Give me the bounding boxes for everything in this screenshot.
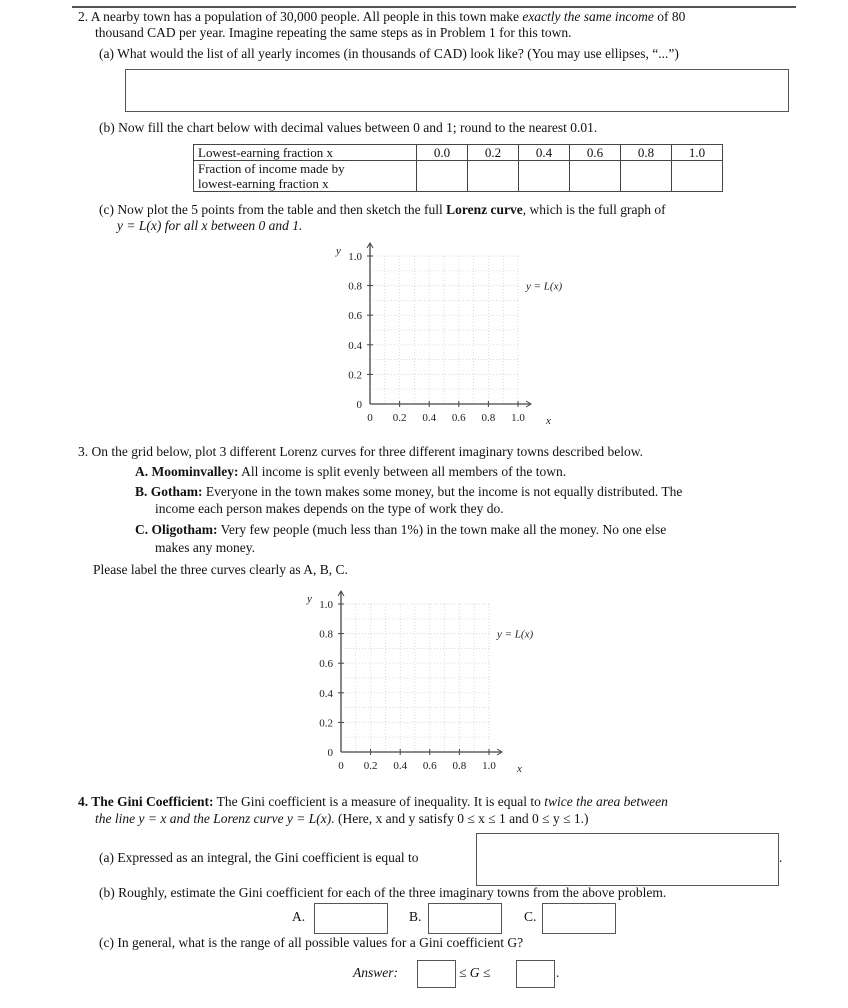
x-axis-label: x (546, 415, 551, 427)
y-tick-label: 0.8 (348, 280, 362, 293)
x-tick-label: 0.6 (451, 412, 466, 424)
emphasis: exactly the same income (522, 9, 654, 24)
y-tick-label: 0.2 (319, 717, 333, 730)
y-tick-label: 0.2 (348, 369, 362, 382)
gini-upper-bound-box[interactable] (516, 960, 555, 988)
question-2c-line2: y = L(x) for all x between 0 and 1. (117, 218, 303, 233)
x-value: 0.4 (519, 145, 570, 161)
problem-2-line1 (78, 9, 685, 25)
problem-3-intro: 3. On the grid below, plot 3 different Lorenz curves for three different imaginary towns described below. (78, 444, 643, 459)
integral-answer-box[interactable] (476, 833, 779, 886)
x-tick-label: 0 (367, 412, 373, 424)
fill-cell[interactable] (621, 161, 672, 192)
question-2a: (a) What would the list of all yearly incomes (in thousands of CAD) look like? (You may use ellipses, “...”) (99, 46, 679, 61)
question-4a: (a) Expressed as an integral, the Gini coefficient is equal to (99, 850, 419, 865)
question-2c: (c) Now plot the 5 points from the table and then sketch the full Lorenz curve, which is the full graph of (99, 202, 666, 217)
town-C: C. Oligotham: Very few people (much less than 1%) in the town make all the money. No one else (135, 522, 667, 537)
label-C: C. (524, 909, 537, 924)
town-B-line2: income each person makes depends on the type of work they do. (155, 501, 504, 516)
x-tick-label: 0.2 (392, 412, 407, 424)
row-label: Lowest-earning fraction x (194, 145, 417, 161)
x-tick-label: 0.8 (481, 412, 496, 424)
x-tick-label: 0.4 (393, 760, 408, 772)
answer-box-2a[interactable] (125, 69, 789, 112)
row-label: Fraction of income made by lowest-earning fraction x (194, 161, 417, 192)
fill-cell[interactable] (417, 161, 468, 192)
fill-cell[interactable] (672, 161, 723, 192)
problem-number: 2. (78, 9, 89, 24)
y-tick-label: 0.8 (319, 628, 333, 641)
lorenz-graph-1[interactable] (320, 235, 600, 430)
fill-cell[interactable] (468, 161, 519, 192)
y-tick-label: 1.0 (348, 251, 362, 263)
x-value: 0.0 (417, 145, 468, 161)
x-tick-label: 1.0 (511, 412, 525, 424)
x-value: 0.6 (570, 145, 621, 161)
inequality: ≤ G ≤ (459, 965, 491, 980)
fraction-table (193, 144, 723, 192)
label-A: A. (292, 909, 306, 924)
x-tick-label: 0.2 (363, 760, 378, 772)
curve-label: y = L(x) (497, 628, 534, 641)
x-tick-label: 0.8 (452, 760, 467, 772)
table-row (194, 161, 723, 192)
y-tick-label: 0.6 (319, 658, 333, 671)
y-tick-label: 0.6 (348, 310, 362, 323)
period: . (779, 850, 783, 865)
x-tick-label: 0 (338, 760, 344, 772)
y-tick-label: 0 (356, 399, 362, 411)
question-2b: (b) Now fill the chart below with decimal values between 0 and 1; round to the nearest 0.01. (99, 120, 598, 135)
text: of 80 (653, 9, 686, 24)
town-B: B. Gotham: Everyone in the town makes some money, but the income is not equally distributed. The (135, 484, 683, 499)
y-tick-label: 0.4 (319, 687, 333, 700)
gini-lower-bound-box[interactable] (417, 960, 456, 988)
town-A: A. Moominvalley: All income is split evenly between all members of the town. (135, 464, 567, 479)
table-row (194, 145, 723, 161)
y-tick-label: 1.0 (319, 599, 333, 611)
text: A nearby town has a population of 30,000 people. All people in this town make (90, 9, 523, 24)
y-axis-label: y (336, 245, 341, 257)
question-4b: (b) Roughly, estimate the Gini coefficient for each of the three imaginary towns from the above problem. (99, 885, 667, 900)
x-tick-label: 0.6 (422, 760, 437, 772)
lorenz-graph-2[interactable] (291, 582, 571, 777)
problem-4-line2: the line y = x and the Lorenz curve y = L(x). (Here, x and y satisfy 0 ≤ x ≤ 1 and 0 ≤ y ≤ 1.) (95, 811, 589, 826)
period: . (556, 965, 560, 980)
y-tick-label: 0 (327, 747, 333, 759)
question-4c: (c) In general, what is the range of all possible values for a Gini coefficient G? (99, 935, 524, 950)
fill-cell[interactable] (570, 161, 621, 192)
top-rule (72, 6, 796, 8)
curve-label: y = L(x) (526, 280, 563, 293)
y-tick-label: 0.4 (348, 339, 362, 352)
answer-label: Answer: (353, 965, 398, 980)
x-tick-label: 0.4 (422, 412, 437, 424)
problem-2-line2: thousand CAD per year. Imagine repeating the same steps as in Problem 1 for this town. (95, 25, 572, 40)
gini-C-box[interactable] (542, 903, 616, 934)
x-value: 1.0 (672, 145, 723, 161)
x-value: 0.8 (621, 145, 672, 161)
y-axis-label: y (307, 593, 312, 605)
label-instruction: Please label the three curves clearly as A, B, C. (93, 562, 348, 577)
x-axis-label: x (517, 763, 522, 775)
fill-cell[interactable] (519, 161, 570, 192)
x-value: 0.2 (468, 145, 519, 161)
label-B: B. (409, 909, 422, 924)
gini-A-box[interactable] (314, 903, 388, 934)
gini-B-box[interactable] (428, 903, 502, 934)
town-C-line2: makes any money. (155, 540, 255, 555)
problem-4-line1: 4. The Gini Coefficient: The Gini coefficient is a measure of inequality. It is equal to twice the area between (78, 794, 668, 809)
x-tick-label: 1.0 (482, 760, 496, 772)
